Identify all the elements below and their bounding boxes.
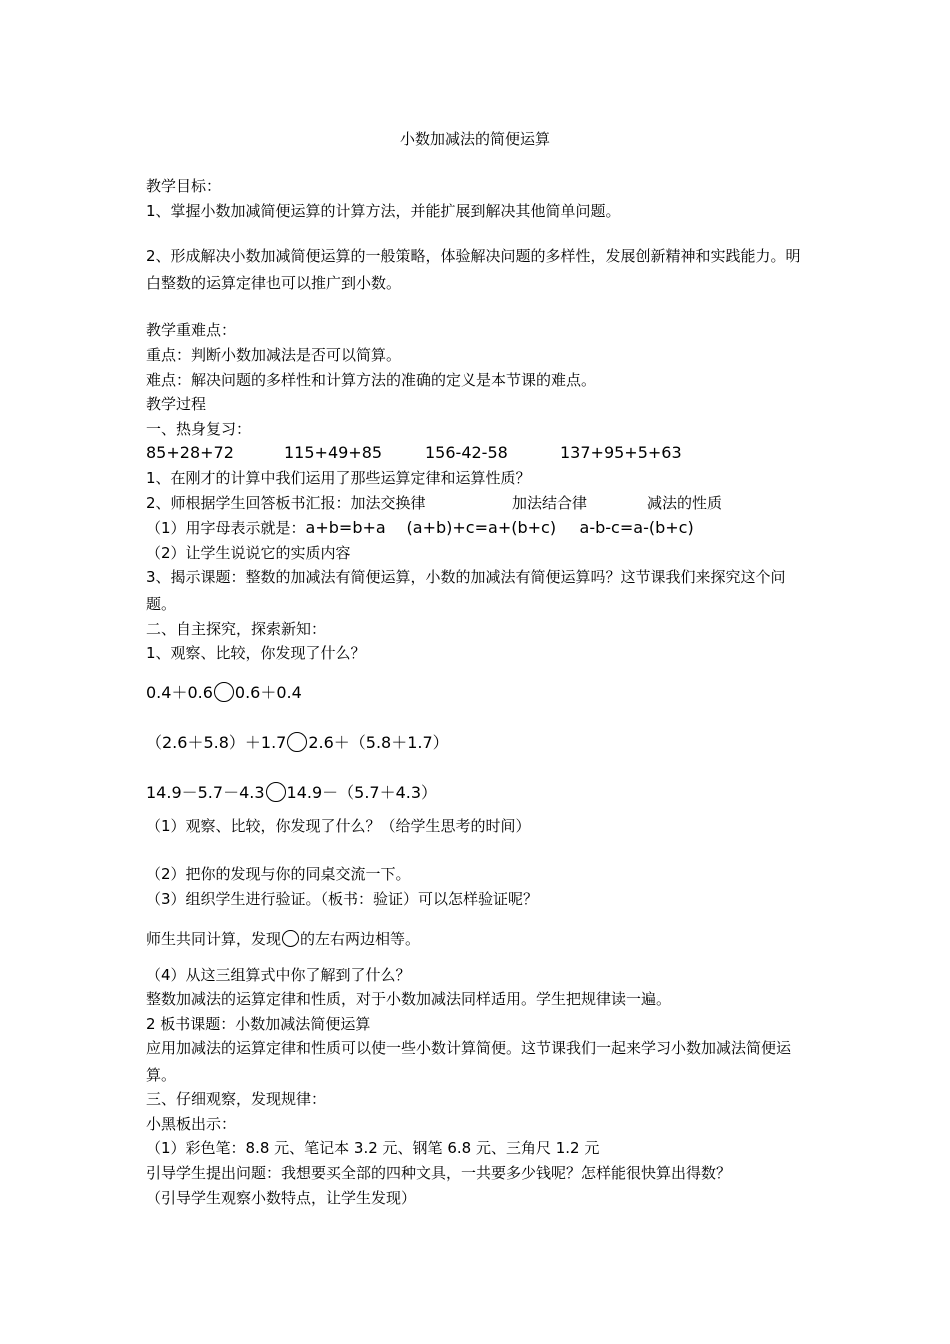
calculation-note bbox=[146, 929, 420, 949]
comparison-circle-icon bbox=[266, 782, 286, 802]
comparison-3 bbox=[146, 782, 437, 803]
guide-note: （引导学生观察小数特点，让学生发现） bbox=[146, 1189, 417, 1207]
commutative-formula: a+b=b+a bbox=[305, 518, 386, 537]
explore-question-1: 1、观察、比较，你发现了什么？ bbox=[146, 644, 366, 662]
warmup-expr-1: 85+28+72 bbox=[146, 443, 234, 462]
comparison-2-left: （2.6＋5.8）＋1.7 bbox=[146, 733, 287, 752]
observe-1: （1）观察、比较，你发现了什么？（给学生思考的时间） bbox=[146, 817, 531, 835]
comparison-1 bbox=[146, 682, 302, 703]
page-title: 小数加减法的简便运算 bbox=[399, 130, 550, 148]
conclusion: 整数加减法的运算定律和性质，对于小数加减法同样适用。学生把规律读一遍。 bbox=[146, 990, 672, 1008]
calculation-note-suffix: 的左右两边相等。 bbox=[300, 930, 421, 948]
comparison-3-right: 14.9－（5.7＋4.3） bbox=[286, 783, 438, 802]
warmup-expr-3: 156-42-58 bbox=[425, 443, 508, 462]
question-2-law-3: 减法的性质 bbox=[647, 494, 723, 512]
key-point: 重点：判断小数加减法是否可以简算。 bbox=[146, 346, 402, 364]
comparison-circle-icon bbox=[282, 930, 299, 947]
question-1: 1、在刚才的计算中我们运用了那些运算定律和运算性质？ bbox=[146, 469, 531, 487]
warmup-expressions bbox=[146, 443, 682, 463]
question-2-sub-2: （2）让学生说说它的实质内容 bbox=[146, 544, 351, 562]
warmup-expr-2: 115+49+85 bbox=[284, 443, 383, 462]
difficulty-heading: 教学重难点： bbox=[146, 321, 237, 339]
goal-2: 2、形成解决小数加减简便运算的一般策略，体验解决问题的多样性，发展创新精神和实践能力。明白整数的运算定律也可以推广到小数。 bbox=[146, 247, 801, 292]
question-3: 3、揭示课题：整数的加减法有简便运算，小数的加减法有简便运算吗？这节课我们来探究这个问题。 bbox=[146, 568, 786, 613]
comparison-circle-icon bbox=[214, 682, 234, 702]
letter-formulas bbox=[146, 518, 694, 538]
observe-2: （2）把你的发现与你的同桌交流一下。 bbox=[146, 865, 411, 883]
calculation-note-prefix: 师生共同计算，发现 bbox=[146, 930, 282, 948]
question-2-law-1: 2、师根据学生回答板书汇报：加法交换律 bbox=[146, 494, 426, 512]
warmup-heading: 一、热身复习： bbox=[146, 420, 252, 438]
comparison-circle-icon bbox=[287, 732, 307, 752]
comparison-1-left: 0.4＋0.6 bbox=[146, 683, 213, 702]
observe-3: （3）组织学生进行验证。（板书：验证）可以怎样验证呢？ bbox=[146, 890, 539, 908]
observe-4: （4）从这三组算式中你了解到了什么？ bbox=[146, 966, 411, 984]
hard-point: 难点：解决问题的多样性和计算方法的准确的定义是本节课的难点。 bbox=[146, 371, 597, 389]
stationery-prices: （1）彩色笔：8.8 元、笔记本 3.2 元、钢笔 6.8 元、三角尺 1.2 元 bbox=[146, 1139, 600, 1157]
question-2-law-2: 加法结合律 bbox=[512, 494, 588, 512]
goals-heading: 教学目标： bbox=[146, 177, 222, 195]
goal-1: 1、掌握小数加减简便运算的计算方法，并能扩展到解决其他简单问题。 bbox=[146, 202, 621, 220]
subtraction-formula: a-b-c=a-(b+c) bbox=[579, 518, 694, 537]
comparison-2-right: 2.6＋（5.8＋1.7） bbox=[308, 733, 449, 752]
explore-heading: 二、自主探究，探索新知： bbox=[146, 620, 327, 638]
intro-paragraph: 应用加减法的运算定律和性质可以使一些小数计算简便。这节课我们一起来学习小数加减法简便运算。 bbox=[146, 1039, 792, 1084]
process-heading: 教学过程 bbox=[146, 395, 207, 413]
comparison-2 bbox=[146, 732, 449, 753]
letter-formulas-label: （1）用字母表示就是： bbox=[146, 519, 306, 537]
warmup-expr-4: 137+95+5+63 bbox=[560, 443, 682, 462]
comparison-1-right: 0.6＋0.4 bbox=[234, 683, 302, 702]
board-title: 2 板书课题：小数加减法简便运算 bbox=[146, 1015, 371, 1033]
comparison-3-left: 14.9－5.7－4.3 bbox=[146, 783, 265, 802]
question-2 bbox=[146, 493, 722, 513]
board-show: 小黑板出示： bbox=[146, 1115, 237, 1133]
associative-formula: (a+b)+c=a+(b+c) bbox=[406, 518, 557, 537]
rule-heading: 三、仔细观察，发现规律： bbox=[146, 1090, 327, 1108]
guide-question: 引导学生提出问题：我想要买全部的四种文具，一共要多少钱呢？怎样能很快算出得数？ bbox=[146, 1164, 732, 1182]
